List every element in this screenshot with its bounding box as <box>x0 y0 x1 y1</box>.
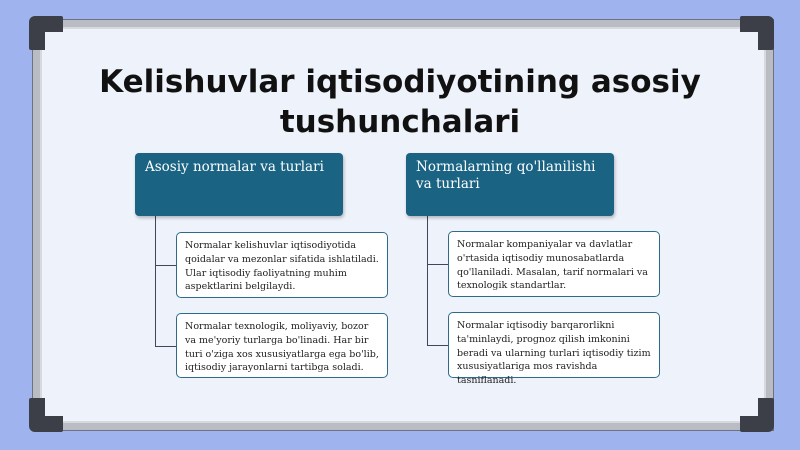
connector-line <box>155 216 156 346</box>
card-norms-types: Normalar texnologik, moliyaviy, bozor va me'yoriy turlarga bo'linadi. Har bir turi o'ziga xos xususiyatlarga ega bo'lib, iqtisodiy jarayonlarni tartibga soladi. <box>176 313 388 378</box>
frame-corner-inset <box>45 398 63 416</box>
column-header-norms-types: Asosiy normalar va turlari <box>135 153 343 216</box>
frame-corner-inset <box>45 32 63 50</box>
connector-line <box>427 216 428 345</box>
frame-corner-inset <box>740 32 758 50</box>
connector-line <box>427 264 448 265</box>
connector-line <box>155 346 176 347</box>
card-norms-application: Normalar kompaniyalar va davlatlar o'rtasida iqtisodiy munosabatlarda qo'llaniladi. Masalan, tarif normalari va texnologik standartlar. <box>448 231 660 297</box>
connector-line <box>155 265 176 266</box>
connector-line <box>427 345 448 346</box>
column-header-norms-application: Normalarning qo'llanilishi va turlari <box>406 153 614 216</box>
frame-corner-inset <box>740 398 758 416</box>
card-norms-definition: Normalar kelishuvlar iqtisodiyotida qoidalar va mezonlar sifatida ishlatiladi. Ular iqtisodiy faoliyatning muhim aspektlarini belgilaydi. <box>176 232 388 298</box>
card-norms-stability: Normalar iqtisodiy barqarorlikni ta'minlaydi, prognoz qilish imkonini beradi va ularning turlari iqtisodiy tizim xususiyatlariga mos ravishda tasniflanadi. <box>448 312 660 378</box>
slide-title: Kelishuvlar iqtisodiyotining asosiy tushunchalari <box>99 64 701 140</box>
